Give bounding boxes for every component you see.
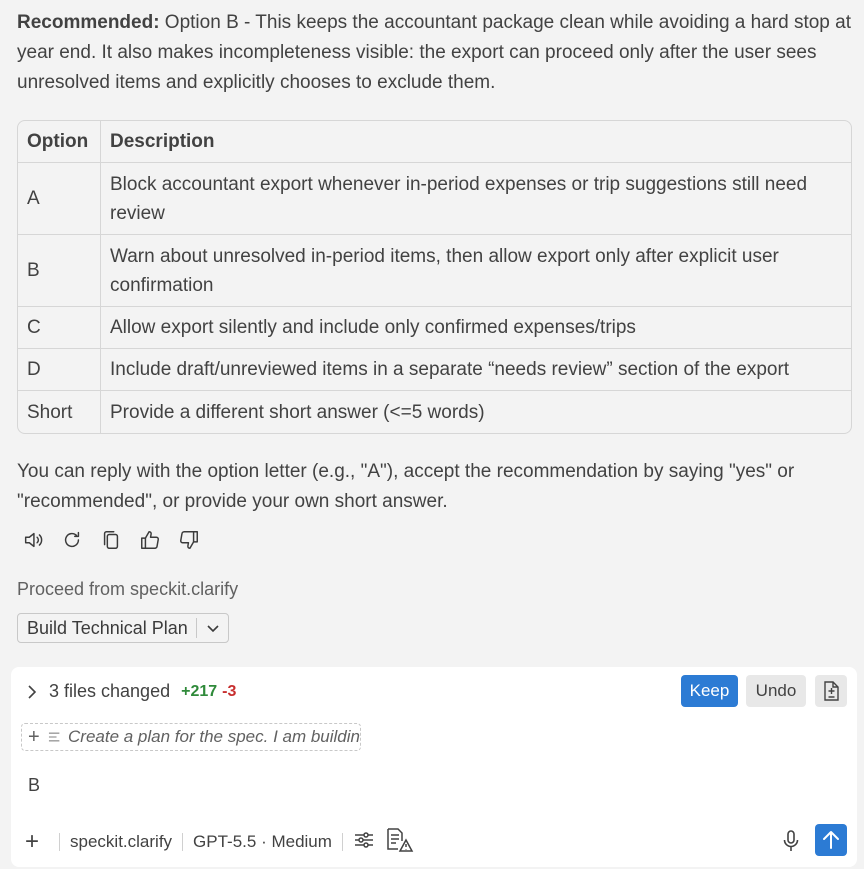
context-chip-text: Create a plan for the spec. I am buildin [68,727,360,746]
arrow-up-icon [821,829,841,851]
additions-count: +217 [181,682,218,700]
description-cell: Block accountant export whenever in-period expenses or trip suggestions still need review [101,163,851,235]
copy-button[interactable] [98,526,124,554]
agent-mode-picker[interactable]: speckit.clarify [70,832,173,851]
build-technical-plan-button[interactable] [17,613,229,643]
diff-document-icon [821,680,841,702]
thumbs-up-icon [139,529,161,551]
recommendation-text: Option B - This keeps the accountant package clean while avoiding a hard stop at year end. It also makes incompleteness visible: the export can proceed only after the user sees unresolved items and explicitly chooses to exclude them. [17,12,851,93]
description-cell: Allow export silently and include only confirmed expenses/trips [101,307,851,349]
context-attachment-chip[interactable] [21,723,361,751]
table-row [18,163,851,235]
retry-button[interactable] [59,526,85,554]
handoff-label: Proceed from speckit.clarify [17,579,239,599]
column-header-option: Option [18,121,101,163]
helpful-button[interactable] [137,526,163,554]
model-picker[interactable]: GPT-5.5 · Medium [193,832,332,851]
retry-icon [61,529,83,551]
chat-input[interactable]: B [28,775,41,795]
reply-instructions: You can reply with the option letter (e.g., "A"), accept the recommendation by saying "yes" or "recommended", or provide your own short answer. [17,461,795,512]
speaker-icon [22,529,44,551]
files-changed-toggle[interactable] [25,681,236,702]
add-context-icon[interactable]: + [28,725,40,748]
description-cell: Warn about unresolved in-period items, then allow export only after explicit user confirmation [101,235,851,307]
table-row [18,391,851,433]
microphone-icon [781,829,801,853]
deletions-count: -3 [222,682,237,700]
table-header-row [18,121,851,163]
document-warning-icon [385,827,415,853]
settings-sliders-icon [353,830,375,850]
description-cell: Provide a different short answer (<=5 words) [110,401,485,423]
context-warning-button[interactable] [385,827,415,858]
chat-composer [11,667,857,867]
voice-input-button[interactable] [781,829,801,858]
send-button[interactable] [815,824,847,856]
composer-toolbar [25,827,415,857]
thumbs-down-icon [178,529,200,551]
option-cell: Short [18,391,101,433]
option-cell: D [18,349,101,391]
option-cell: C [18,307,101,349]
description-cell: Include draft/unreviewed items in a separate “needs review” section of the export [101,349,851,391]
option-cell: A [18,163,101,235]
read-aloud-button[interactable] [20,526,46,554]
divider [342,833,343,851]
undo-button[interactable]: Undo [746,675,806,707]
handoff-dropdown[interactable] [197,620,228,636]
add-icon[interactable]: + [25,828,40,855]
chevron-down-icon [205,620,221,636]
copy-icon [100,529,122,551]
tools-button[interactable] [353,830,375,855]
build-technical-plan-label: Build Technical Plan [27,617,188,638]
unhelpful-button[interactable] [176,526,202,554]
options-table [17,120,852,434]
recommendation-paragraph [17,8,852,98]
view-changes-button[interactable] [815,675,847,707]
files-changed-label: 3 files changed [49,681,171,701]
divider [182,833,183,851]
recommended-label: Recommended: [17,12,160,33]
message-actions [20,526,202,554]
text-lines-icon [48,731,60,743]
column-header-description: Description [101,121,851,163]
table-row [18,349,851,391]
chevron-right-icon [25,684,39,700]
option-cell: B [18,235,101,307]
divider [59,833,60,851]
table-row [18,235,851,307]
keep-button[interactable]: Keep [681,675,738,707]
table-row [18,307,851,349]
